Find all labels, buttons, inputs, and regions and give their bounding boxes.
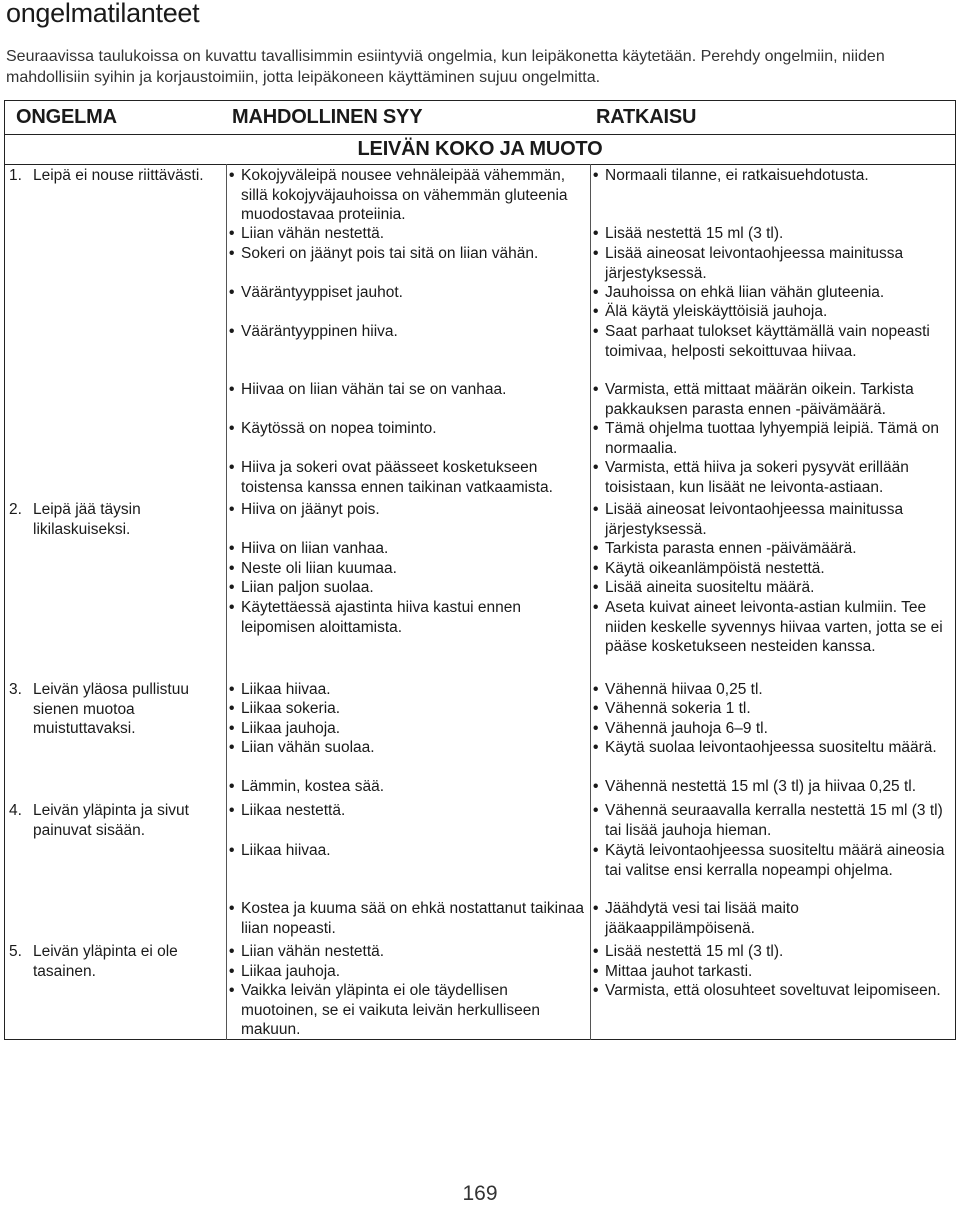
intro-paragraph: Seuraavissa taulukoissa on kuvattu tavallisimmin esiintyviä ongelmia, kun leipäkonetta käytetään. Perehdy ongelmiin, niiden mahdollisiin syihin ja korjaustoimiin, jotta leipäkoneen käyttäminen sujuu ongelmitta. xyxy=(6,48,885,86)
solution-text: Aseta kuivat aineet leivonta-astian kulmiin. Tee niiden keskelle syvennys hiivaa varten, jotta se ei pääse kosketukseen nesteiden kanssa. xyxy=(605,599,943,655)
column-divider xyxy=(226,164,227,1040)
cause-text: Hiiva ja sokeri ovat päässeet kosketukseen toistensa kanssa ennen taikinan vatkaamista. xyxy=(241,459,553,496)
bullet-icon: • xyxy=(593,943,599,960)
bullet-icon: • xyxy=(229,943,235,960)
solution-item xyxy=(593,380,953,419)
cause-item xyxy=(229,283,587,303)
solution-text: Vähennä sokeria 1 tl. xyxy=(605,700,751,717)
bullet-icon: • xyxy=(593,420,599,437)
problem-2 xyxy=(9,500,223,539)
solution-item xyxy=(593,539,953,559)
solution-text: Tarkista parasta ennen -päivämäärä. xyxy=(605,540,857,557)
solution-item xyxy=(593,899,953,938)
bullet-icon: • xyxy=(593,540,599,557)
problem-text: Leivän yläosa pullistuu sienen muotoa muistuttavaksi. xyxy=(33,681,189,737)
bullet-icon: • xyxy=(593,560,599,577)
problem-text: Leivän yläpinta ja sivut painuvat sisään. xyxy=(33,802,189,839)
cause-item xyxy=(229,380,587,400)
header-divider xyxy=(4,134,956,135)
solution-item xyxy=(593,942,953,962)
cause-item xyxy=(229,500,587,520)
header-cause: MAHDOLLINEN SYY xyxy=(232,106,423,128)
cause-item xyxy=(229,777,587,797)
cause-text: Liian vähän nestettä. xyxy=(241,225,385,242)
cause-text: Liikaa hiivaa. xyxy=(241,842,331,859)
cause-text: Hiiva on jäänyt pois. xyxy=(241,501,380,518)
bullet-icon: • xyxy=(229,540,235,557)
cause-text: Liian vähän nestettä. xyxy=(241,943,385,960)
solution-item xyxy=(593,500,953,539)
cause-item xyxy=(229,458,587,497)
bullet-icon: • xyxy=(593,963,599,980)
cause-text: Vääräntyyppinen hiiva. xyxy=(241,323,398,340)
bullet-icon: • xyxy=(593,982,599,999)
bullet-icon: • xyxy=(229,225,235,242)
solution-text: Normaali tilanne, ei ratkaisuehdotusta. xyxy=(605,167,869,184)
solution-text: Varmista, että mittaat määrän oikein. Tarkista pakkauksen parasta ennen -päivämäärä. xyxy=(605,381,914,418)
cause-text: Vaikka leivän yläpinta ei ole täydellisen muotoinen, se ei vaikuta leivän herkulliseen makuun. xyxy=(241,982,540,1038)
bullet-icon: • xyxy=(593,284,599,301)
solution-text: Tämä ohjelma tuottaa lyhyempiä leipiä. Tämä on normaalia. xyxy=(605,420,939,457)
bullet-icon: • xyxy=(593,381,599,398)
page-number: 169 xyxy=(462,1182,498,1205)
solution-item xyxy=(593,283,953,303)
problem-3 xyxy=(9,680,223,739)
bullet-icon: • xyxy=(229,778,235,795)
bullet-icon: • xyxy=(229,560,235,577)
solution-item xyxy=(593,981,953,1001)
bullet-icon: • xyxy=(229,420,235,437)
bullet-icon: • xyxy=(229,284,235,301)
problem-number: 1. xyxy=(9,167,22,184)
bullet-icon: • xyxy=(593,225,599,242)
cause-item xyxy=(229,559,587,579)
cause-text: Käytössä on nopea toiminto. xyxy=(241,420,437,437)
problem-5 xyxy=(9,942,223,981)
solution-text: Vähennä seuraavalla kerralla nestettä 15 ml (3 tl) tai lisää jauhoja hieman. xyxy=(605,802,943,839)
solution-text: Jauhoissa on ehkä liian vähän gluteenia. xyxy=(605,284,885,301)
cause-text: Lämmin, kostea sää. xyxy=(241,778,385,795)
cause-text: Liikaa nestettä. xyxy=(241,802,346,819)
solution-item xyxy=(593,680,953,700)
problem-text: Leivän yläpinta ei ole tasainen. xyxy=(33,943,178,980)
bullet-icon: • xyxy=(229,681,235,698)
bullet-icon: • xyxy=(229,599,235,616)
cause-item xyxy=(229,738,587,758)
page-title: ongelmatilanteet xyxy=(6,0,200,28)
header-problem: ONGELMA xyxy=(16,106,117,128)
cause-text: Hiiva on liian vanhaa. xyxy=(241,540,389,557)
cause-item xyxy=(229,719,587,739)
solution-item xyxy=(593,419,953,458)
bullet-icon: • xyxy=(593,681,599,698)
cause-item xyxy=(229,899,587,938)
bullet-icon: • xyxy=(593,323,599,340)
solution-text: Lisää aineosat leivontaohjeessa mainitussa järjestyksessä. xyxy=(605,501,904,538)
solution-text: Käytä oikeanlämpöistä nestettä. xyxy=(605,560,825,577)
solution-text: Jäähdytä vesi tai lisää maito jääkaappilämpöisenä. xyxy=(605,900,799,937)
problem-number: 5. xyxy=(9,943,22,960)
solution-text: Lisää nestettä 15 ml (3 tl). xyxy=(605,225,784,242)
solution-item xyxy=(593,244,953,283)
bullet-icon: • xyxy=(229,739,235,756)
cause-text: Liikaa hiivaa. xyxy=(241,681,331,698)
cause-text: Liikaa jauhoja. xyxy=(241,720,341,737)
cause-item xyxy=(229,699,587,719)
solution-item xyxy=(593,302,953,322)
bullet-icon: • xyxy=(593,579,599,596)
header-solution: RATKAISU xyxy=(596,106,697,128)
solution-text: Vähennä nestettä 15 ml (3 tl) ja hiivaa 0,25 tl. xyxy=(605,778,917,795)
problem-number: 3. xyxy=(9,681,22,698)
bullet-icon: • xyxy=(229,167,235,184)
solution-item xyxy=(593,962,953,982)
cause-item xyxy=(229,322,587,342)
problem-4 xyxy=(9,801,223,840)
bullet-icon: • xyxy=(229,802,235,819)
solution-text: Lisää aineita suositeltu määrä. xyxy=(605,579,815,596)
cause-item xyxy=(229,224,587,244)
solution-item xyxy=(593,224,953,244)
solution-item xyxy=(593,699,953,719)
column-divider xyxy=(590,164,591,1040)
bullet-icon: • xyxy=(593,599,599,616)
bullet-icon: • xyxy=(593,802,599,819)
bullet-icon: • xyxy=(229,459,235,476)
bullet-icon: • xyxy=(593,720,599,737)
cause-item xyxy=(229,942,587,962)
bullet-icon: • xyxy=(593,900,599,917)
bullet-icon: • xyxy=(593,245,599,262)
solution-text: Käytä leivontaohjeessa suositeltu määrä aineosia tai valitse ensi kerralla nopeampi ohjelma. xyxy=(605,842,945,879)
solution-item xyxy=(593,458,953,497)
cause-item xyxy=(229,841,587,861)
cause-text: Käytettäessä ajastinta hiiva kastui ennen leipomisen aloittamista. xyxy=(241,599,522,636)
section-title: LEIVÄN KOKO JA MUOTO xyxy=(357,138,603,160)
section-divider xyxy=(4,164,956,165)
solution-text: Vähennä jauhoja 6–9 tl. xyxy=(605,720,768,737)
solution-text: Älä käytä yleiskäyttöisiä jauhoja. xyxy=(605,303,828,320)
cause-text: Sokeri on jäänyt pois tai sitä on liian vähän. xyxy=(241,245,539,262)
solution-item xyxy=(593,738,953,758)
solution-item xyxy=(593,578,953,598)
solution-text: Käytä suolaa leivontaohjeessa suositeltu määrä. xyxy=(605,739,937,756)
cause-item xyxy=(229,578,587,598)
solution-text: Vähennä hiivaa 0,25 tl. xyxy=(605,681,763,698)
bullet-icon: • xyxy=(229,720,235,737)
solution-item xyxy=(593,841,953,880)
bullet-icon: • xyxy=(229,700,235,717)
bullet-icon: • xyxy=(593,459,599,476)
bullet-icon: • xyxy=(229,842,235,859)
cause-item xyxy=(229,962,587,982)
cause-item xyxy=(229,680,587,700)
solution-text: Lisää nestettä 15 ml (3 tl). xyxy=(605,943,784,960)
cause-item xyxy=(229,166,587,225)
bullet-icon: • xyxy=(229,982,235,999)
bullet-icon: • xyxy=(229,381,235,398)
cause-text: Liian paljon suolaa. xyxy=(241,579,374,596)
cause-text: Vääräntyyppiset jauhot. xyxy=(241,284,403,301)
cause-item xyxy=(229,539,587,559)
solution-text: Varmista, että hiiva ja sokeri pysyvät erillään toisistaan, kun lisäät ne leivonta-astiaan. xyxy=(605,459,909,496)
cause-text: Neste oli liian kuumaa. xyxy=(241,560,397,577)
bullet-icon: • xyxy=(229,501,235,518)
bullet-icon: • xyxy=(229,963,235,980)
solution-item xyxy=(593,801,953,840)
solution-text: Lisää aineosat leivontaohjeessa mainitussa järjestyksessä. xyxy=(605,245,904,282)
problem-number: 2. xyxy=(9,501,22,518)
bullet-icon: • xyxy=(593,778,599,795)
problem-text: Leipä jää täysin likilaskuiseksi. xyxy=(33,501,141,538)
solution-item xyxy=(593,322,953,361)
cause-text: Hiivaa on liian vähän tai se on vanhaa. xyxy=(241,381,507,398)
solution-text: Mittaa jauhot tarkasti. xyxy=(605,963,753,980)
problem-text: Leipä ei nouse riittävästi. xyxy=(33,167,204,184)
cause-text: Liian vähän suolaa. xyxy=(241,739,375,756)
cause-item xyxy=(229,244,587,264)
cause-text: Kostea ja kuuma sää on ehkä nostattanut taikinaa liian nopeasti. xyxy=(241,900,584,937)
cause-text: Kokojyväleipä nousee vehnäleipää vähemmän, sillä kokojyväjauhoissa on vähemmän gluteenia muodostavaa proteiinia. xyxy=(241,167,568,223)
bullet-icon: • xyxy=(229,900,235,917)
bullet-icon: • xyxy=(593,303,599,320)
solution-item xyxy=(593,559,953,579)
solution-item xyxy=(593,777,953,797)
problem-1 xyxy=(9,166,223,186)
cause-text: Liikaa jauhoja. xyxy=(241,963,341,980)
cause-item xyxy=(229,598,587,637)
bullet-icon: • xyxy=(593,842,599,859)
solution-text: Saat parhaat tulokset käyttämällä vain nopeasti toimivaa, helposti sekoittuvaa hiivaa. xyxy=(605,323,930,360)
solution-item xyxy=(593,166,953,186)
solution-item xyxy=(593,719,953,739)
cause-item xyxy=(229,801,587,821)
solution-text: Varmista, että olosuhteet soveltuvat leipomiseen. xyxy=(605,982,941,999)
bullet-icon: • xyxy=(593,167,599,184)
solution-item xyxy=(593,598,953,657)
bullet-icon: • xyxy=(229,245,235,262)
problem-number: 4. xyxy=(9,802,22,819)
bullet-icon: • xyxy=(229,579,235,596)
cause-item xyxy=(229,981,587,1040)
bullet-icon: • xyxy=(593,501,599,518)
cause-text: Liikaa sokeria. xyxy=(241,700,341,717)
bullet-icon: • xyxy=(593,739,599,756)
cause-item xyxy=(229,419,587,439)
bullet-icon: • xyxy=(229,323,235,340)
bullet-icon: • xyxy=(593,700,599,717)
